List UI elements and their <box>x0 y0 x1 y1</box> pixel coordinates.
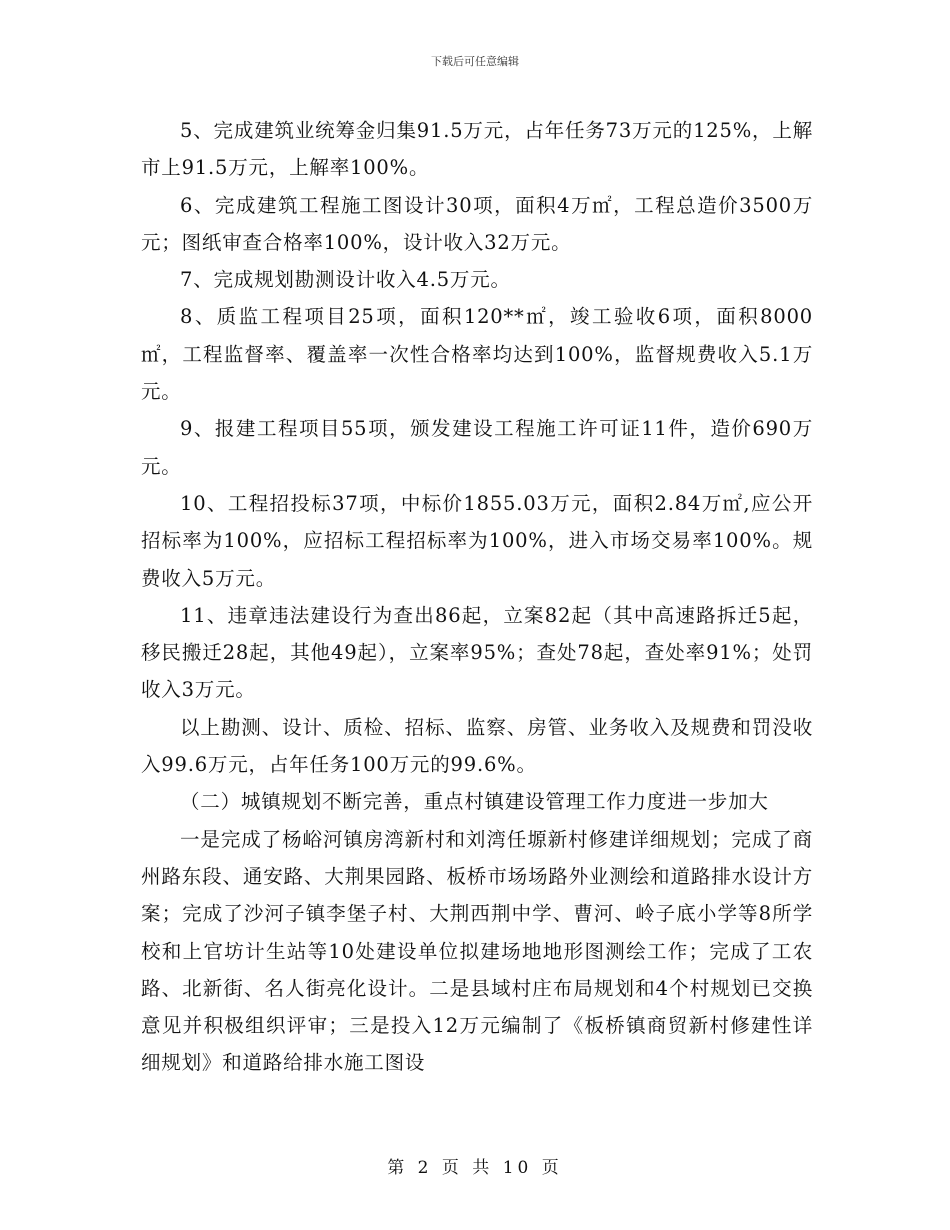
paragraph-item-11: 11、违章违法建设行为查出86起，立案82起（其中高速路拆迁5起，移民搬迁28起，其他49起），立案率95%；查处78起，查处率91%；处罚收入3万元。 <box>141 603 813 702</box>
paragraph-planning: 一是完成了杨峪河镇房湾新村和刘湾任塬新村修建详细规划；完成了商州路东段、通安路、大荆果园路、板桥市场场路外业测绘和道路排水设计方案；完成了沙河子镇李堡子村、大荆西荆中学、曹河、岭子底小学等8所学校和上官坊计生站等10处建设单位拟建场地地形图测绘工作；完成了工农路、北新街、名人街亮化设计。二是县域村庄布局规划和4个村规划已交换意见并积极组织评审；三是投入12万元编制了《板桥镇商贸新村修建性详细规划》和道路给排水施工图设 <box>141 827 813 1075</box>
paragraph-item-5: 5、完成建筑业统筹金归集91.5万元，占年任务73万元的125%，上解市上91.5万元，上解率100%。 <box>141 119 813 180</box>
paragraph-item-8: 8、质监工程项目25项，面积120**㎡，竣工验收6项，面积8000㎡，工程监督率、覆盖率一次性合格率均达到100%，监督规费收入5.1万元。 <box>141 305 813 404</box>
document-body <box>141 112 813 1082</box>
paragraph-item-6: 6、完成建筑工程施工图设计30项，面积4万㎡，工程总造价3500万元；图纸审查合格率100%，设计收入32万元。 <box>141 193 813 254</box>
paragraph-item-9: 9、报建工程项目55项，颁发建设工程施工许可证11件，造价690万元。 <box>141 417 813 478</box>
page-number: 第 2 页 共 10 页 <box>387 1158 563 1178</box>
section-heading: （二）城镇规划不断完善，重点村镇建设管理工作力度进一步加大 <box>180 790 769 814</box>
paragraph-item-10: 10、工程招投标37项，中标价1855.03万元，面积2.84万㎡,应公开招标率为100%，应招标工程招标率为100%，进入市场交易率100%。规费收入5万元。 <box>141 491 813 590</box>
paragraph-summary: 以上勘测、设计、质检、招标、监察、房管、业务收入及规费和罚没收入99.6万元，占年任务100万元的99.6%。 <box>141 715 813 777</box>
page-header: 下载后可任意编辑 <box>431 55 519 68</box>
paragraph-item-7: 7、完成规划勘测设计收入4.5万元。 <box>180 268 511 292</box>
